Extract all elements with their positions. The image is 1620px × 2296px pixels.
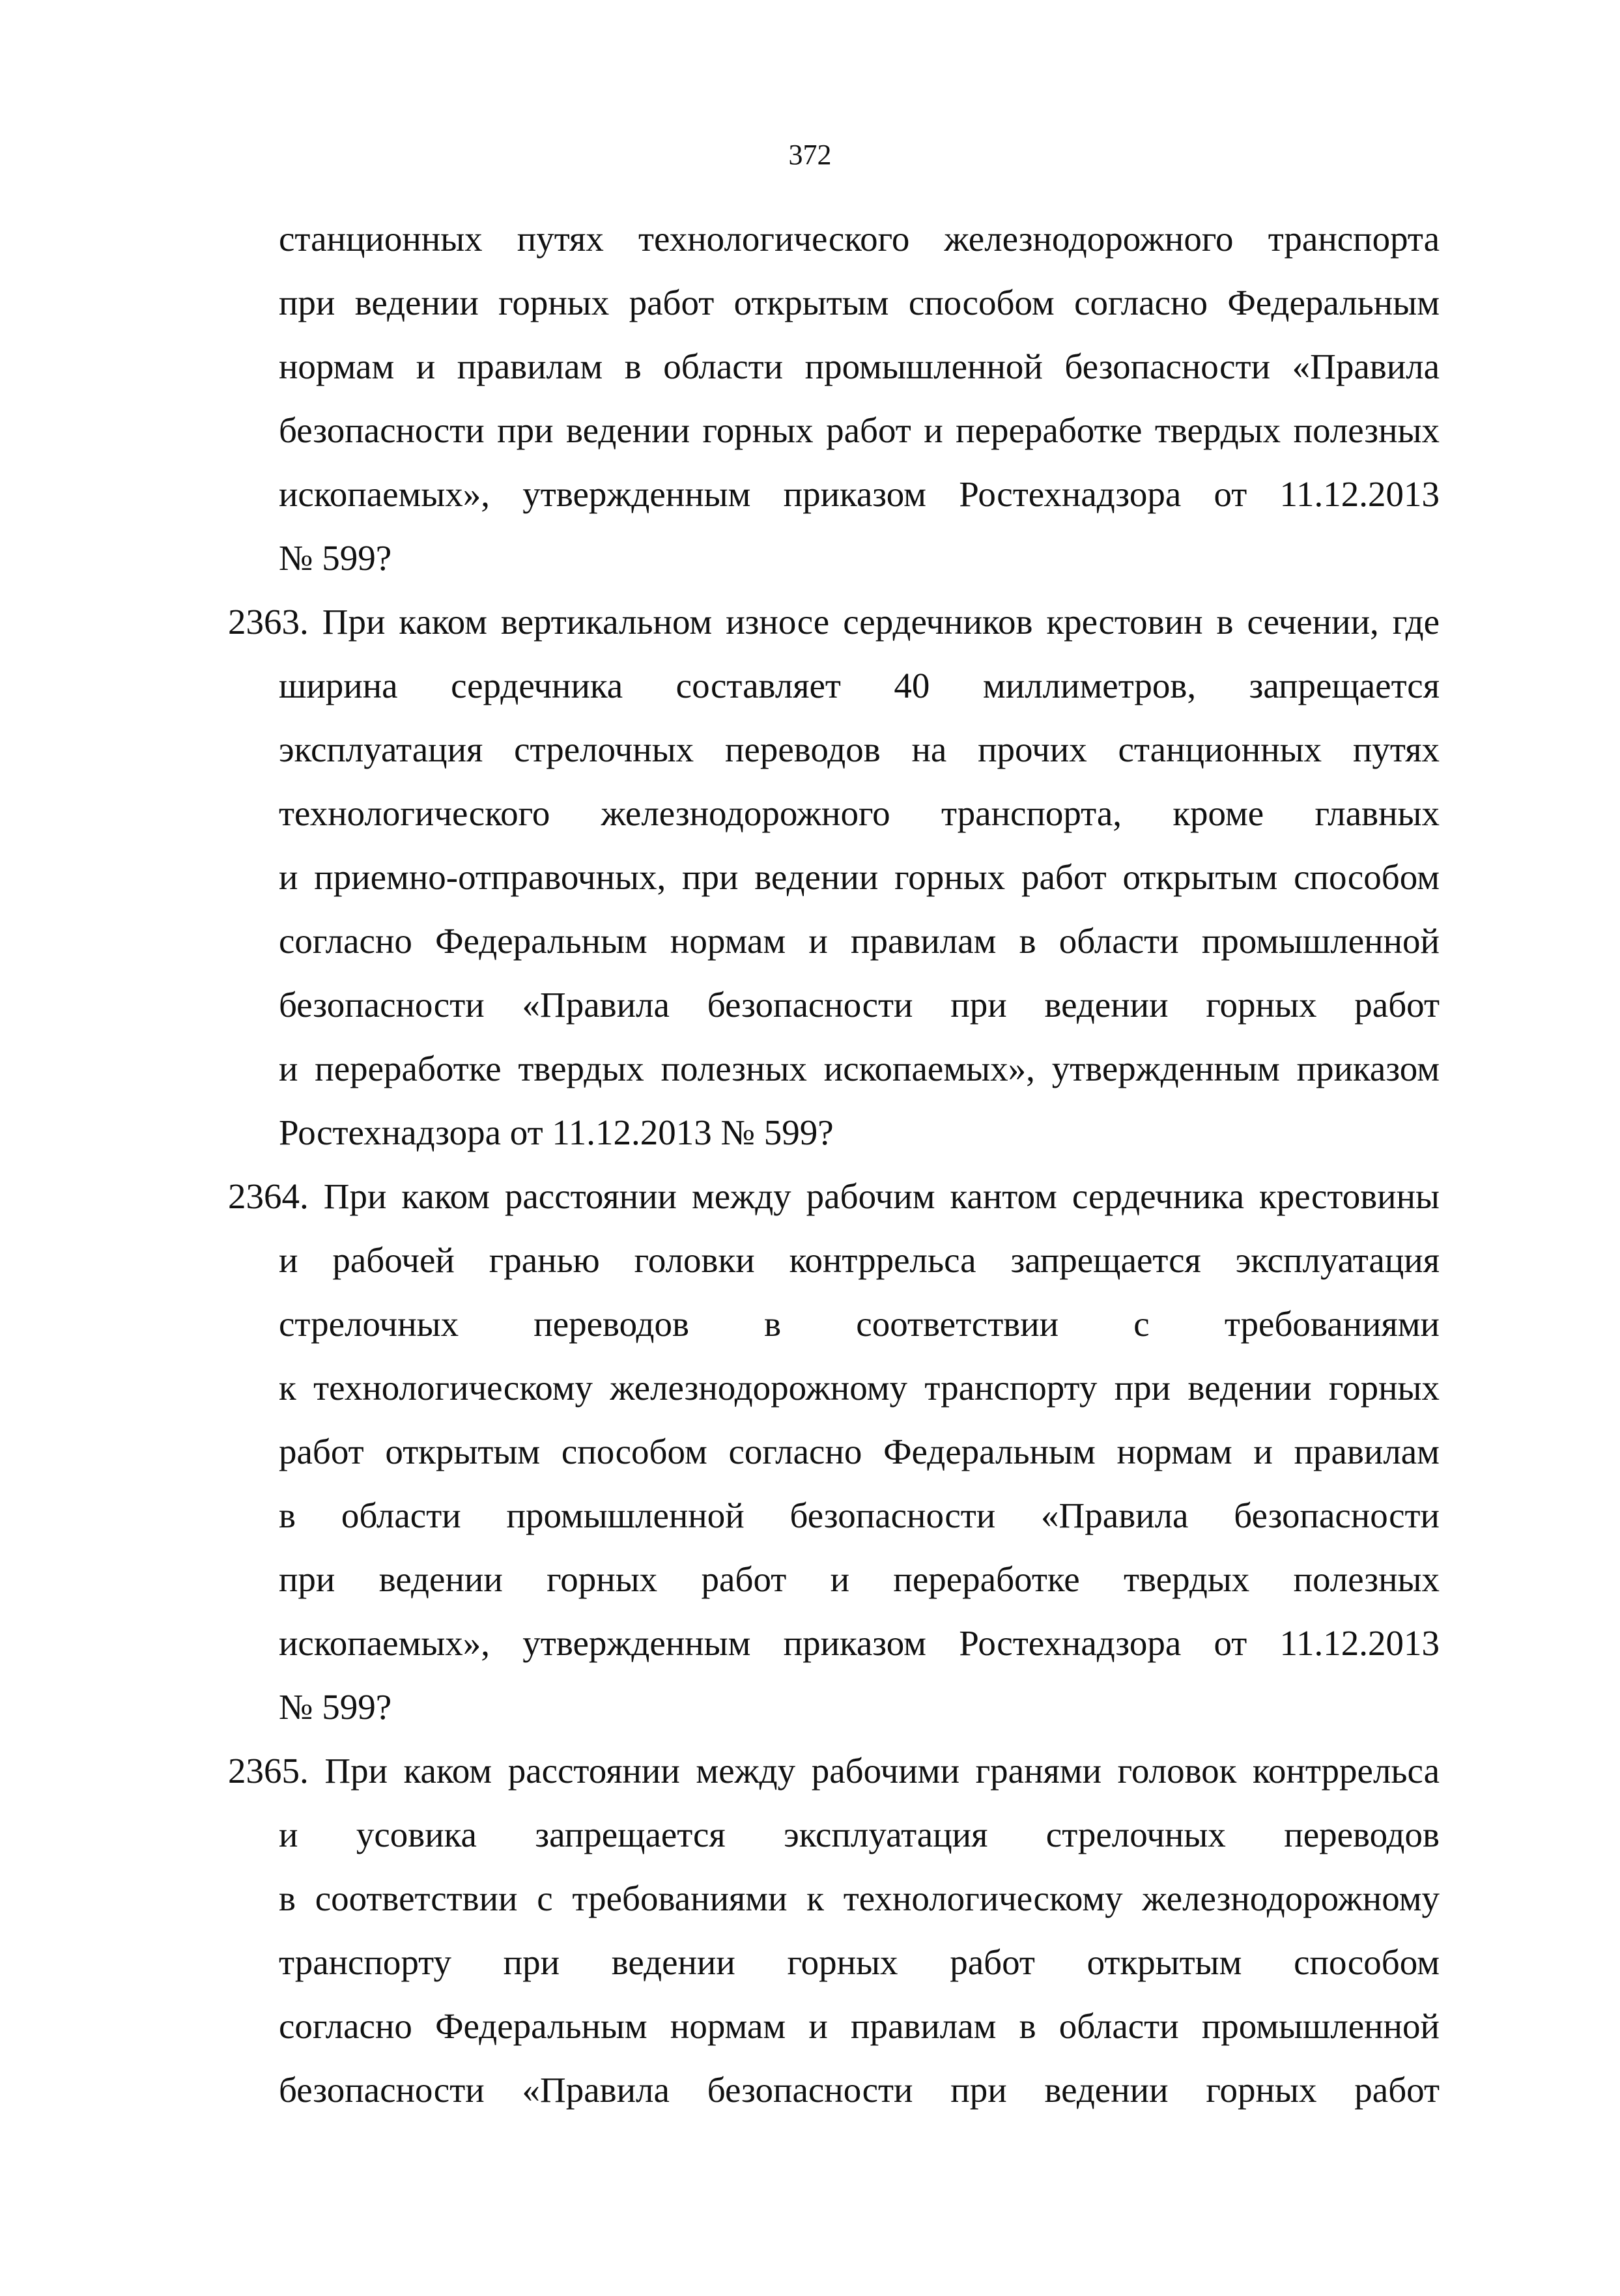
text-line: транспорту при ведении горных работ открытым способом [279,1942,1440,1982]
text-line: эксплуатация стрелочных переводов на прочих станционных путях [279,730,1440,769]
text-line: ископаемых», утвержденным приказом Ростехнадзора от 11.12.2013 [279,474,1440,514]
text-line: ширина сердечника составляет 40 миллиметров, запрещается [279,666,1440,705]
text-line: безопасности «Правила безопасности при ведении горных работ [279,2070,1440,2110]
text-line: безопасности при ведении горных работ и переработке твердых полезных [279,410,1440,450]
text-line: и переработке твердых полезных ископаемых», утвержденным приказом [279,1049,1440,1088]
document-body [228,207,1440,2122]
text-line: 2364. При каком расстоянии между рабочим кантом сердечника крестовины [228,1176,1440,1216]
text-line: согласно Федеральным нормам и правилам в области промышленной [279,2006,1440,2046]
text-line: 2365. При каком расстоянии между рабочими гранями головок контррельса [228,1751,1440,1791]
text-line: станционных путях технологического железнодорожного транспорта [279,219,1440,259]
text-line: и рабочей гранью головки контррельса запрещается эксплуатация [279,1240,1440,1280]
text-line: при ведении горных работ и переработке твердых полезных [279,1559,1440,1599]
text-line: № 599? [279,538,392,578]
text-line: в соответствии с требованиями к технологическому железнодорожному [279,1878,1440,1918]
text-line: 2363. При каком вертикальном износе сердечников крестовин в сечении, где [228,602,1440,642]
text-line: № 599? [279,1687,392,1727]
text-line: согласно Федеральным нормам и правилам в области промышленной [279,921,1440,961]
text-line: при ведении горных работ открытым способом согласно Федеральным [279,283,1440,322]
text-line: безопасности «Правила безопасности при ведении горных работ [279,985,1440,1025]
text-line: работ открытым способом согласно Федеральным нормам и правилам [279,1432,1440,1471]
text-line: к технологическому железнодорожному транспорту при ведении горных [279,1368,1440,1408]
text-line: ископаемых», утвержденным приказом Ростехнадзора от 11.12.2013 [279,1623,1440,1663]
text-line: нормам и правилам в области промышленной безопасности «Правила [279,347,1440,386]
text-line: технологического железнодорожного транспорта, кроме главных [279,793,1440,833]
text-line: и приемно-отправочных, при ведении горных работ открытым способом [279,857,1440,897]
text-line: Ростехнадзора от 11.12.2013 № 599? [279,1113,834,1152]
text-line: в области промышленной безопасности «Правила безопасности [279,1495,1440,1535]
text-line: и усовика запрещается эксплуатация стрелочных переводов [279,1815,1440,1854]
page-number: 372 [788,139,832,171]
text-line: стрелочных переводов в соответствии с требованиями [279,1304,1440,1344]
